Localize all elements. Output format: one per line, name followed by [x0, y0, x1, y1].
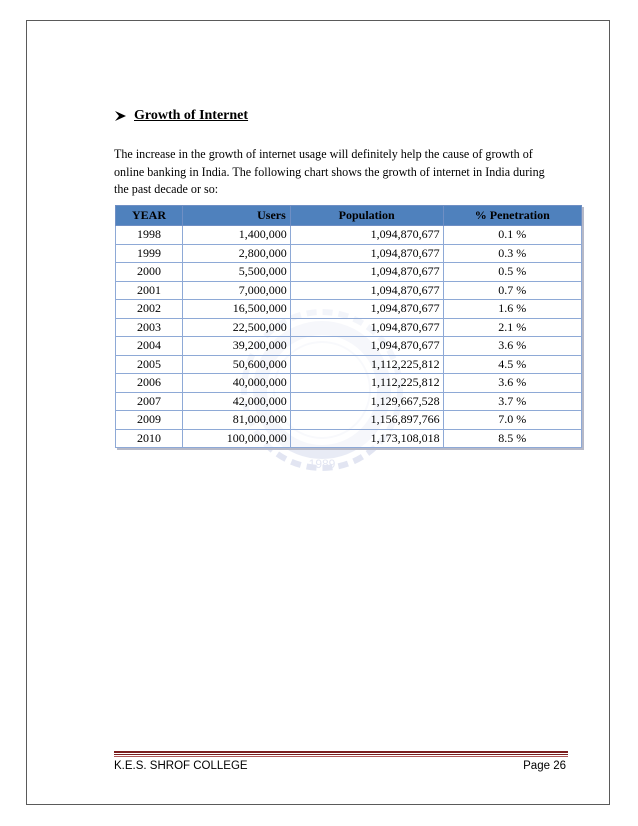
- cell-population: 1,094,870,677: [290, 226, 443, 245]
- arrow-bullet-icon: [114, 110, 127, 122]
- table-row: [116, 411, 582, 430]
- intro-paragraph: The increase in the growth of internet usage will definitely help the cause of growth of online banking in India. The following chart shows the growth of internet in India during the past decade or so:: [114, 147, 545, 196]
- table-header-row: [116, 206, 582, 226]
- cell-year: 2010: [116, 429, 183, 448]
- cell-year: 2005: [116, 355, 183, 374]
- cell-penetration: 0.3 %: [443, 244, 581, 263]
- table-row: [116, 244, 582, 263]
- table-row: [116, 263, 582, 282]
- header-users: Users: [183, 206, 291, 226]
- table-row: [116, 374, 582, 393]
- footer-divider: [114, 751, 568, 757]
- footer-page-number: Page 26: [523, 760, 566, 772]
- cell-population: 1,094,870,677: [290, 281, 443, 300]
- cell-penetration: 8.5 %: [443, 429, 581, 448]
- cell-users: 2,800,000: [183, 244, 291, 263]
- cell-penetration: 3.6 %: [443, 374, 581, 393]
- cell-penetration: 0.5 %: [443, 263, 581, 282]
- table-row: [116, 392, 582, 411]
- header-penetration: % Penetration: [443, 206, 581, 226]
- section-title: Growth of Internet: [134, 108, 249, 123]
- cell-users: 22,500,000: [183, 318, 291, 337]
- cell-year: 2004: [116, 337, 183, 356]
- cell-penetration: 7.0 %: [443, 411, 581, 430]
- cell-year: 2006: [116, 374, 183, 393]
- cell-year: 2003: [116, 318, 183, 337]
- cell-population: 1,156,897,766: [290, 411, 443, 430]
- cell-users: 7,000,000: [183, 281, 291, 300]
- cell-penetration: 2.1 %: [443, 318, 581, 337]
- section-heading: [114, 108, 248, 124]
- cell-population: 1,094,870,677: [290, 263, 443, 282]
- table-row: [116, 429, 582, 448]
- cell-users: 5,500,000: [183, 263, 291, 282]
- cell-users: 81,000,000: [183, 411, 291, 430]
- cell-users: 39,200,000: [183, 337, 291, 356]
- cell-year: 2001: [116, 281, 183, 300]
- header-year: YEAR: [116, 206, 183, 226]
- cell-population: 1,112,225,812: [290, 355, 443, 374]
- cell-population: 1,129,667,528: [290, 392, 443, 411]
- cell-population: 1,173,108,018: [290, 429, 443, 448]
- cell-year: 2002: [116, 300, 183, 319]
- cell-year: 2009: [116, 411, 183, 430]
- header-population: Population: [290, 206, 443, 226]
- cell-population: 1,112,225,812: [290, 374, 443, 393]
- cell-users: 42,000,000: [183, 392, 291, 411]
- cell-penetration: 0.1 %: [443, 226, 581, 245]
- cell-population: 1,094,870,677: [290, 244, 443, 263]
- cell-year: 1998: [116, 226, 183, 245]
- cell-population: 1,094,870,677: [290, 337, 443, 356]
- cell-penetration: 1.6 %: [443, 300, 581, 319]
- cell-year: 2000: [116, 263, 183, 282]
- cell-users: 1,400,000: [183, 226, 291, 245]
- cell-year: 2007: [116, 392, 183, 411]
- cell-penetration: 3.7 %: [443, 392, 581, 411]
- cell-users: 40,000,000: [183, 374, 291, 393]
- cell-users: 16,500,000: [183, 300, 291, 319]
- cell-penetration: 0.7 %: [443, 281, 581, 300]
- table-row: [116, 337, 582, 356]
- table-row: [116, 355, 582, 374]
- table-row: [116, 226, 582, 245]
- table-row: [116, 318, 582, 337]
- cell-year: 1999: [116, 244, 183, 263]
- cell-population: 1,094,870,677: [290, 300, 443, 319]
- table-row: [116, 281, 582, 300]
- cell-users: 50,600,000: [183, 355, 291, 374]
- cell-users: 100,000,000: [183, 429, 291, 448]
- table-row: [116, 300, 582, 319]
- internet-growth-table: [115, 205, 582, 448]
- footer-college-name: K.E.S. SHROF COLLEGE: [114, 760, 248, 772]
- cell-penetration: 3.6 %: [443, 337, 581, 356]
- cell-penetration: 4.5 %: [443, 355, 581, 374]
- watermark-year: 1989: [308, 457, 336, 471]
- cell-population: 1,094,870,677: [290, 318, 443, 337]
